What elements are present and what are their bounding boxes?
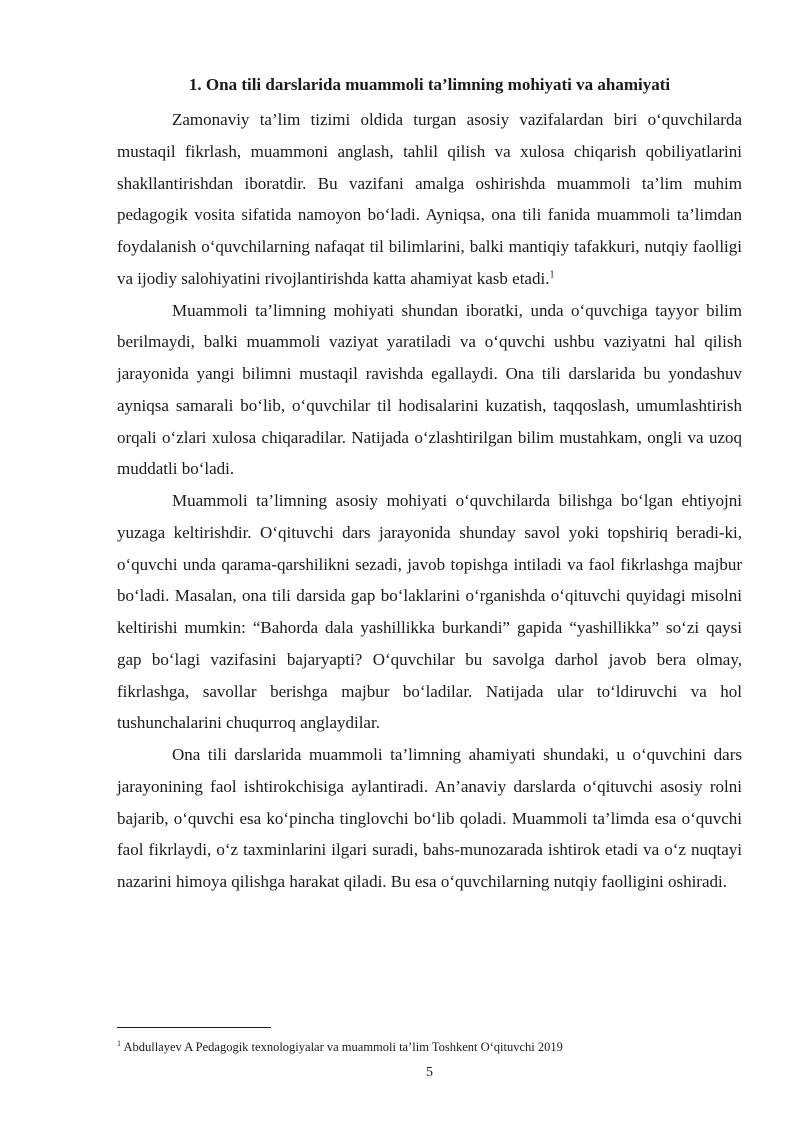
page-number: 5 [426,1065,433,1080]
paragraph-1 [117,104,742,295]
body-text [117,104,742,898]
paragraph-3: Muammoli ta’limning asosiy mohiyati o‘quvchilarda bilishga bo‘lgan ehtiyojni yuzaga keltirishdir. O‘qituvchi dars jarayonida shunday savol yoki topshiriq beradi-ki, o‘quvchi unda qarama-qarshilikni sezadi, javob topishga intiladi va faol fikrlashga majbur bo‘ladi. Masalan, ona tili darsida gap bo‘laklarini o‘rganishda o‘qituvchi quyidagi misolni keltirishi mumkin: “Bahorda dala yashillikka burkandi” gapida “yashillikka” so‘zi qaysi gap bo‘lagi vazifasini bajaryapti? O‘quvchilar bu savolga darhol javob bera olmay, fikrlashga, savollar berishga majbur bo‘ladilar. Natijada ular to‘ldiruvchi va hol tushunchalarini chuqurroq anglaydilar. [117,491,742,733]
footnote [117,1039,742,1055]
footnote-text: Abdullayev A Pedagogik texnologiyalar va muammoli ta’lim Toshkent O‘qituvchi 2019 [123,1040,563,1054]
footnote-reference: 1 [549,269,555,281]
paragraph-4: Ona tili darslarida muammoli ta’limning ahamiyati shundaki, u o‘quvchini dars jarayonining faol ishtirokchisiga aylantiradi. An’anaviy darslarda o‘qituvchi asosiy rolni bajarib, o‘quvchi esa ko‘pincha tinglovchi bo‘lib qoladi. Muammoli ta’limda esa o‘quvchi faol fikrlaydi, o‘z taxminlarini ilgari suradi, bahs-munozarada ishtirok etadi va o‘z nuqtayi nazarini himoya qilishga harakat qiladi. Bu esa o‘quvchilarning nutqiy faolligini oshiradi. [117,745,742,891]
document-page [117,0,742,1131]
paragraph-1-text: Zamonaviy ta’lim tizimi oldida turgan asosiy vazifalardan biri o‘quvchilarda mustaqil fikrlash, muammoni anglash, tahlil qilish va xulosa chiqarish qobiliyatlarini shakllantirishdan iboratdir. Bu vazifani amalga oshirishda muammoli ta’lim muhim pedagogik vosita sifatida namoyon bo‘ladi. Ayniqsa, ona tili fanida muammoli ta’limdan foydalanish o‘quvchilarning nafaqat til bilimlarini, balki mantiqiy tafakkuri, nutqiy faolligi va ijodiy salohiyatini rivojlantirishda katta ahamiyat kasb etadi. [117,110,742,288]
footnote-separator [117,1027,271,1028]
footnote-number: 1 [117,1038,121,1048]
paragraph-2: Muammoli ta’limning mohiyati shundan iboratki, unda o‘quvchiga tayyor bilim berilmaydi, balki muammoli vaziyat yaratiladi va o‘quvchi ushbu vaziyatni hal qilish jarayonida yangi bilimni mustaqil ravishda egallaydi. Ona tili darslarida bu yondashuv ayniqsa samarali bo‘lib, o‘quvchilar til hodisalarini kuzatish, taqqoslash, umumlashtirish orqali o‘zlari xulosa chiqaradilar. Natijada o‘zlashtirilgan bilim mustahkam, ongli va uzoq muddatli bo‘ladi. [117,300,742,479]
section-heading: 1. Ona tili darslarida muammoli ta’limning mohiyati va ahamiyati [188,75,671,94]
